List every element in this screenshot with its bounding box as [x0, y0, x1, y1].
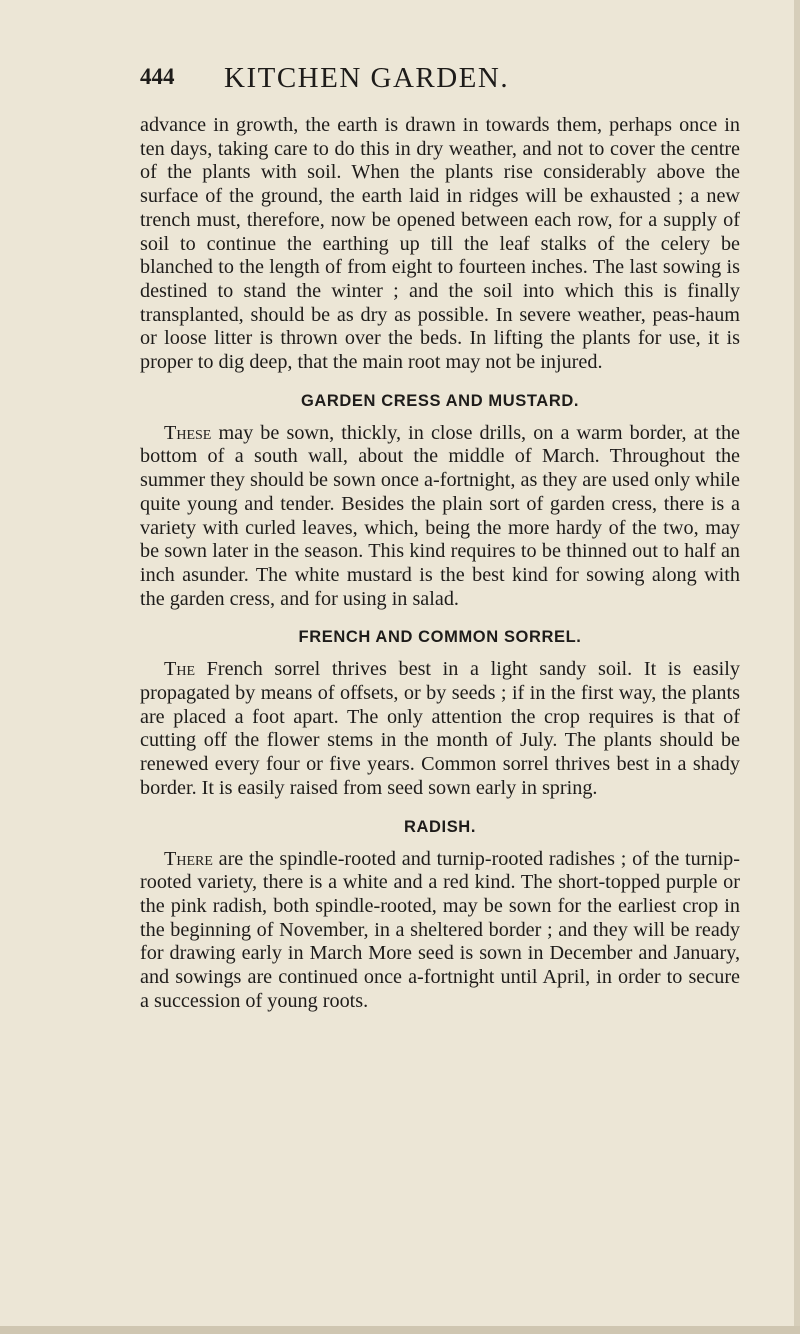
page-number: 444 [140, 64, 175, 89]
body-text [140, 114, 740, 1014]
page-edge-bottom [0, 1326, 800, 1334]
lead-word: These [164, 421, 212, 444]
heading-garden-cress: GARDEN CRESS AND MUSTARD. [300, 391, 580, 410]
heading-sorrel: FRENCH AND COMMON SORREL. [298, 628, 582, 647]
lead-word: The [164, 658, 195, 681]
page-header [140, 62, 740, 102]
heading-radish: RADISH. [403, 817, 477, 836]
paragraph-garden-cress [140, 422, 740, 612]
paragraph-celery-continued: advance in growth, the earth is drawn in towards them, perhaps once in ten days, taking care to do this in dry weather, and not to cover the centre of the plants with soil. When the plants rise considerably above the surface of the ground, the earth laid in ridges will be exhausted ; a new trench must, therefore, now be opened between each row, for a supply of soil to continue the earthing up till the leaf stalks of the celery be blanched to the length of from eight to fourteen inches. The last sowing is destined to stand the winter ; and the soil into which this is finally transplanted, should be as dry as possible. In severe weather, peas-haum or loose litter is thrown over the beds. In lifting the plants for use, it is proper to dig deep, that the main root may not be injured. [140, 114, 740, 374]
paragraph-sorrel [140, 658, 740, 800]
paragraph-text: French sorrel thrives best in a light sandy soil. It is easily propagated by means of offsets, or by seeds ; if in the first way, the plants are placed a foot apart. The only attention the crop requires is that of cutting off the flower stems in the month of July. The plants should be renewed every four or five years. Common sorrel thrives best in a shady border. It is easily raised from seed sown early in spring. [140, 658, 740, 799]
page-edge-right [794, 0, 800, 1334]
paragraph-radish [140, 848, 740, 1014]
running-head: KITCHEN GARDEN. [224, 62, 510, 94]
paragraph-text: are the spindle-rooted and turnip-rooted radishes ; of the turnip-rooted variety, there is a white and a red kind. The short-topped purple or the pink radish, both spindle-rooted, may be sown for the earliest crop in the beginning of November, in a sheltered border ; and they will be ready for drawing early in March More seed is sown in December and January, and sowings are continued once a-fortnight until April, in order to secure a succession of young roots. [140, 847, 740, 1012]
paragraph-text: may be sown, thickly, in close drills, on a warm border, at the bottom of a south wall, about the middle of March. Throughout the summer they should be sown once a-fortnight, as they are used only while quite young and tender. Besides the plain sort of garden cress, there is a variety with curled leaves, which, being the more hardy of the two, may be sown later in the season. This kind requires to be thinned out to half an inch asunder. The white mustard is the best kind for sowing along with the garden cress, and for using in salad. [140, 421, 740, 610]
lead-word: There [164, 847, 213, 870]
